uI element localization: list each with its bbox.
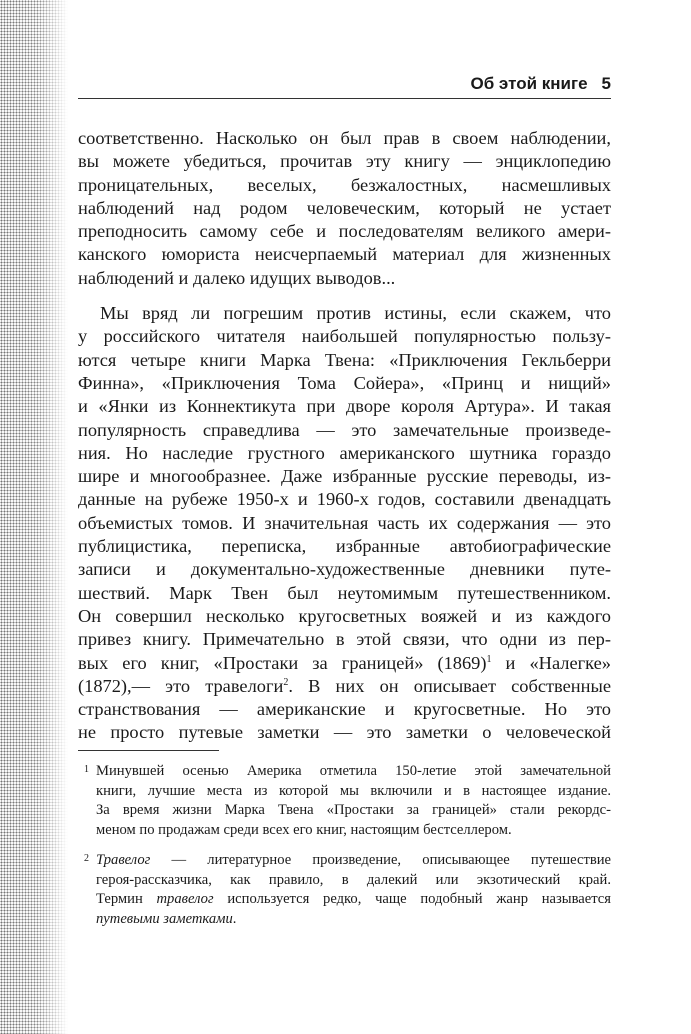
footnote-2 — [78, 851, 611, 930]
footnote-mark: 1 — [84, 764, 89, 775]
footnote-line — [96, 910, 611, 930]
footnote-line: За время жизни Марка Твена «Простаки за границей» стали рекордс- — [96, 802, 611, 819]
text-line: у российского читателя наибольшей популярностью пользу- — [78, 326, 611, 347]
text-line: Финна», «Приключения Тома Сойера», «Принц и нищий» — [78, 372, 611, 393]
running-header — [78, 72, 611, 99]
footnote-ref-2: 2 — [283, 676, 289, 688]
footnote-line: книги, лучшие места из которой мы включили и в настоящее издание. — [96, 782, 611, 799]
page-edge-halftone — [0, 0, 68, 1034]
text-line: канского юмориста неисчерпаемый материал для жизненных — [78, 244, 611, 265]
text-line: данные на рубеже 1950-х и 1960-х годов, составили двенадцать — [78, 489, 611, 510]
footnote-mark: 2 — [84, 852, 89, 864]
footnote-line — [96, 890, 611, 910]
footnote-term: путевыми заметками — [96, 910, 233, 927]
body-text — [78, 127, 611, 745]
footnote-term: травелог — [156, 891, 214, 908]
text-line: и «Янки из Коннектикута при дворе короля Артура». И такая — [78, 396, 611, 417]
footnote-separator — [78, 750, 219, 751]
text-run: (1872),— это травелоги — [78, 675, 284, 696]
text-line: Он совершил несколько кругосветных вояжей и из каждого — [78, 605, 611, 626]
footnote-line: героя-рассказчика, как правило, в далекий или экзотический край. — [96, 871, 611, 888]
text-line: Мы вряд ли погрешим против истины, если скажем, что — [100, 303, 611, 324]
text-line-with-footnote-ref — [78, 675, 611, 698]
text-line: шире и многообразнее. Даже избранные русские переводы, из- — [78, 466, 611, 487]
text-line: популярность справедлива — это замечательные произведе- — [78, 419, 611, 440]
footnote-term: Травелог — [96, 851, 151, 868]
text-line: привез книгу. Примечательно в этой связи, что одни из пер- — [78, 629, 611, 650]
text-line: записи и документально-художественные дневники путе- — [78, 559, 611, 580]
paragraph — [78, 302, 611, 745]
text-line: публицистика, переписка, избранные автобиографические — [78, 536, 611, 557]
text-run: Термин — [96, 891, 157, 908]
footnote-ref-1: 1 — [486, 653, 492, 665]
text-run: и «Налегке» — [491, 652, 611, 673]
text-line: наблюдений над родом человеческим, который не устает — [78, 197, 611, 218]
text-line: не просто путевые заметки — это заметки о человеческой — [78, 722, 611, 743]
text-line: преподносить самому себе и последователям великого амери- — [78, 221, 611, 242]
text-line: странствования — американские и кругосветные. Но это — [78, 699, 611, 720]
text-line: ния. Но наследие грустного американского шутника гораздо — [78, 442, 611, 463]
page-number: 5 — [601, 74, 611, 93]
text-run: . — [232, 910, 237, 927]
footnote-line: Минувшей осенью Америка отметила 150-летие этой замечательной — [96, 763, 611, 779]
running-header-title: Об этой книге — [470, 74, 588, 93]
text-line: вы можете убедиться, прочитав эту книгу — энциклопедию — [78, 151, 611, 172]
footnote-line — [96, 851, 611, 871]
text-line: наблюдений и далеко идущих выводов... — [78, 267, 396, 288]
text-run: вых его книг, «Простаки за границей» (1869) — [78, 652, 487, 673]
text-line: шествий. Марк Твен был неутомимым путешественником. — [78, 582, 611, 603]
text-line: ются четыре книги Марка Твена: «Приключения Гекльберри — [78, 349, 611, 370]
text-line: объемистых томов. И значительная часть их содержания — это — [78, 512, 611, 533]
text-run: используется редко, чаще подобный жанр называется — [213, 891, 611, 908]
footnote-1 — [78, 762, 611, 841]
footnotes — [78, 762, 611, 930]
text-run: . В них он описывает собственные — [288, 675, 611, 696]
footnote-line: меном по продажам среди всех его книг, настоящим бестселлером. — [96, 822, 512, 839]
text-line-with-footnote-ref — [78, 652, 611, 675]
text-line: проницательных, веселых, безжалостных, насмешливых — [78, 174, 611, 195]
text-line: соответственно. Насколько он был прав в своем наблюдении, — [78, 128, 611, 148]
text-run: — литературное произведение, описывающее путешествие — [150, 851, 611, 868]
paragraph — [78, 127, 611, 290]
